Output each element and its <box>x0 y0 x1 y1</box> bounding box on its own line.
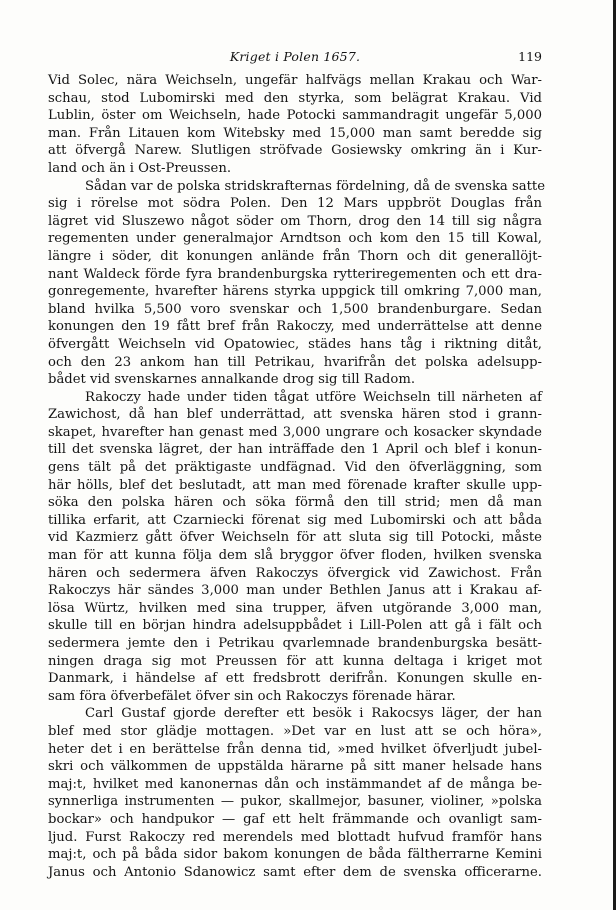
text-line: konungen den 19 fått bref från Rakoczy, med underrättelse att denne <box>48 319 542 335</box>
text-line: Rakoczys här sändes 3,000 man under Bethlen Janus att i Krakau af- <box>48 583 542 599</box>
text-line: Carl Gustaf gjorde derefter ett besök i Rakocsys läger, der han <box>85 706 542 722</box>
text-line: skapet, hvarefter han genast med 3,000 ungrare och kosacker skyndade <box>48 424 542 440</box>
text-line: regementen under generalmajor Arndtson och kom den 15 till Kowal, <box>48 231 542 247</box>
text-line: skulle till en början hindra adelsuppbådet i Lill-Polen att gå i fält och <box>48 618 542 634</box>
text-line: lösa Würtz, hvilken med sina trupper, äfven utgörande 3,000 man, <box>48 600 542 616</box>
text-line: bockar» och handpukor — gaf ett helt främmande och ovanligt sam- <box>48 811 542 827</box>
page-number: 119 <box>518 49 542 64</box>
running-title: Kriget i Polen 1657. <box>229 49 361 64</box>
text-line: sig i rörelse mot södra Polen. Den 12 Mars uppbröt Douglas från <box>48 196 542 212</box>
text-line: man. Från Litauen kom Witebsky med 15,000 man samt beredde sig <box>48 125 542 141</box>
text-line: och den 23 ankom han till Petrikau, hvarifrån det polska adelsupp- <box>48 354 542 370</box>
text-line: gens tält på det präktigaste undfägnad. Vid den öfverläggning, som <box>48 460 542 476</box>
text-line: Danmark, i händelse af ett fredsbrott derifrån. Konungen skulle en- <box>48 671 542 687</box>
text-line: ningen draga sig mot Preussen för att kunna deltaga i kriget mot <box>48 653 542 669</box>
text-line: att öfvergå Narew. Slutligen ströfvade Gosiewsky omkring än i Kur- <box>48 143 542 159</box>
text-line: lägret vid Sluszewo något söder om Thorn, drog den 14 till sig några <box>48 213 542 229</box>
text-line: heter det i en berättelse från denna tid, »med hvilket öfverljudt jubel- <box>48 741 542 757</box>
paragraph <box>48 72 542 178</box>
body-text <box>48 72 546 881</box>
text-line: Zawichost, då han blef underrättad, att svenska hären stod i grann- <box>48 407 542 423</box>
text-line: tillika erfarit, att Czarniecki förenat sig med Lubomirski och att båda <box>48 512 542 528</box>
text-line: hären och sedermera äfven Rakoczys öfvergick vid Zawichost. Från <box>48 565 542 581</box>
text-line: sedermera jemte den i Petrikau qvarlemnade brandenburgska besätt- <box>48 636 542 651</box>
text-line: bland hvilka 5,500 voro svenskar och 1,500 brandenburgare. Sedan <box>48 301 542 317</box>
text-line: gonregemente, hvarefter härens styrka uppgick till omkring 7,000 man, <box>48 284 542 300</box>
text-line: söka den polska hären och söka förmå den till strid; men då man <box>48 495 542 511</box>
text-line: nant Waldeck förde fyra brandenburgska rytteriregementen och ett dra- <box>48 266 542 282</box>
paragraph <box>48 178 546 389</box>
text-line: Sådan var de polska stridskrafternas fördelning, då de svenska satte <box>85 178 546 194</box>
text-line: här hölls, blef det beslutadt, att man med förenade krafter skulle upp- <box>48 477 542 493</box>
text-line: sam föra öfverbefälet öfver sin och Rakoczys förenade härar. <box>48 688 456 704</box>
text-line: öfvergått Weichseln vid Opatowiec, städes hans tåg i riktning ditåt, <box>48 336 542 352</box>
text-line: land och än i Ost-Preussen. <box>48 160 232 176</box>
text-line: blef med stor glädje mottagen. »Det var en lust att se och höra», <box>48 723 542 739</box>
text-line: maj:t, och på båda sidor bakom konungen de båda fältherrarne Kemini <box>48 847 542 863</box>
text-line: bådet vid svenskarnes annalkande drog sig till Radom. <box>48 372 416 388</box>
page-header <box>48 48 542 66</box>
text-line: längre i söder, dit konungen anlände från Thorn och dit generallöjt- <box>48 248 542 264</box>
text-line: Rakoczy hade under tiden tågat utföre Weichseln till närheten af <box>85 389 542 405</box>
text-line: maj:t, hvilket med kanonernas dån och instämmandet af de många be- <box>48 776 542 792</box>
text-line: Janus och Antonio Sdanowicz samt efter dem de svenska officerarne. <box>48 864 542 880</box>
text-line: skri och välkommen de uppstälda härarne på sitt maner helsade hans <box>48 759 542 775</box>
text-line: ljud. Furst Rakoczy red merendels med blottadt hufvud framför hans <box>48 829 542 845</box>
text-line: Vid Solec, nära Weichseln, ungefär halfvägs mellan Krakau och War- <box>48 73 542 88</box>
text-line: Lublin, öster om Weichseln, hade Potocki sammandragit ungefär 5,000 <box>48 108 542 124</box>
text-line: schau, stod Lubomirski med den styrka, som belägrat Krakau. Vid <box>48 90 542 106</box>
paragraph <box>48 705 542 881</box>
text-line: synnerliga instrumenten — pukor, skallmejor, basuner, violiner, »polska <box>48 794 542 810</box>
text-line: vid Kazmierz gått öfver Weichseln för att sluta sig till Potocki, måste <box>48 530 542 546</box>
text-line: till det svenska lägret, der han inträffade den 1 April och blef i konun- <box>48 442 542 458</box>
text-line: man för att kunna följa dem slå bryggor öfver floden, hvilken svenska <box>48 548 542 564</box>
paragraph <box>48 389 542 706</box>
